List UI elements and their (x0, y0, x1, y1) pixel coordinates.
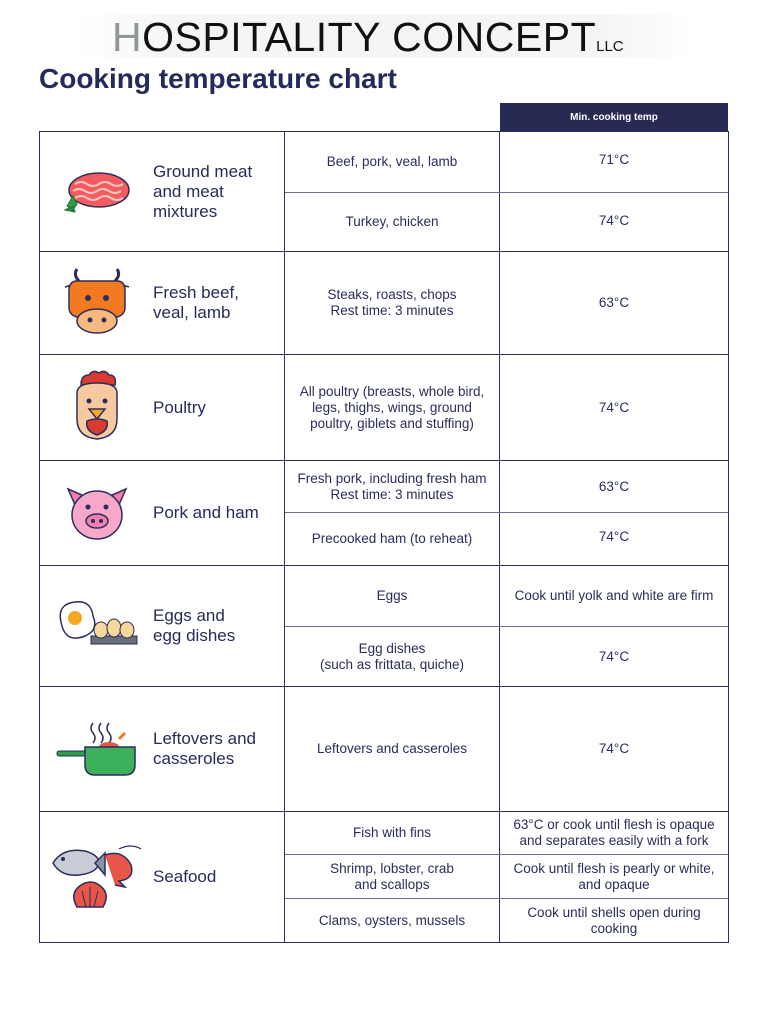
min-temp: 63°C (598, 478, 630, 494)
company-logo (80, 14, 696, 58)
min-temp: Cook until shells open during cooking (527, 904, 701, 936)
category-eggs (39, 566, 729, 687)
category-seafood (39, 812, 729, 943)
logo-suffix: LLC (596, 38, 624, 55)
category-ground-meat (39, 131, 729, 252)
food-item: Beef, pork, veal, lamb (285, 132, 500, 192)
table-row (285, 566, 728, 627)
ground-meat-icon (40, 164, 153, 220)
chicken-icon (40, 369, 153, 447)
food-item: Clams, oysters, mussels (285, 899, 500, 942)
cow-icon (40, 267, 153, 339)
category-pork-ham (39, 461, 729, 566)
egg-icon (40, 598, 153, 654)
table-row (285, 513, 728, 565)
food-item: Egg dishes (such as frittata, quiche) (285, 627, 500, 686)
pig-icon (40, 483, 153, 543)
table-row (285, 193, 728, 252)
category-name: Seafood (153, 867, 217, 886)
food-item: Eggs (285, 566, 500, 626)
category-name: Poultry (153, 397, 206, 417)
cooking-pot-icon (40, 719, 153, 779)
table-row (285, 899, 728, 942)
category-name: Leftovers and casseroles (153, 729, 257, 768)
category-name: Eggs and egg dishes (153, 606, 236, 645)
table-row (285, 687, 728, 811)
min-temp: 63°C or cook until flesh is opaque and separates easily with a fork (513, 817, 715, 848)
table-row (285, 627, 728, 686)
category-name: Fresh beef, veal, lamb (153, 283, 239, 322)
category-poultry (39, 355, 729, 461)
page-title: Cooking temperature chart (39, 63, 397, 94)
min-temp: 71°C (598, 152, 630, 167)
table-row (285, 132, 728, 193)
food-item: Fresh pork, including fresh ham Rest time: 3 minutes (285, 461, 500, 512)
food-item: Shrimp, lobster, crab and scallops (285, 855, 500, 898)
min-temp: Cook until flesh is pearly or white, and opaque (513, 860, 715, 892)
min-temp: 74°C (598, 529, 630, 544)
min-temp: 74°C (598, 648, 630, 664)
column-header-min-temp: Min. cooking temp (500, 103, 728, 131)
category-name: Pork and ham (153, 503, 259, 522)
seafood-icon (40, 841, 153, 913)
min-temp: 74°C (598, 212, 630, 228)
table-row (285, 855, 728, 899)
temperature-table (39, 131, 729, 943)
min-temp: 63°C (598, 295, 630, 310)
category-leftovers (39, 687, 729, 812)
min-temp: Cook until yolk and white are firm (514, 588, 714, 603)
logo-first-letter: H (112, 14, 143, 60)
table-row (285, 812, 728, 855)
food-item: Fish with fins (285, 812, 500, 854)
table-row (285, 461, 728, 513)
table-row (285, 355, 728, 460)
min-temp: 74°C (598, 741, 630, 756)
category-name: Ground meat and meat mixtures (153, 161, 253, 221)
logo-name-rest: OSPITALITY CONCEPT (142, 14, 597, 60)
table-row (285, 252, 728, 354)
food-item: Steaks, roasts, chops Rest time: 3 minutes (285, 252, 500, 354)
food-item: All poultry (breasts, whole bird, legs, thighs, wings, ground poultry, giblets and stuffing) (285, 355, 500, 460)
food-item: Turkey, chicken (285, 193, 500, 252)
min-temp: 74°C (598, 399, 630, 415)
food-item: Precooked ham (to reheat) (285, 513, 500, 565)
food-item: Leftovers and casseroles (285, 687, 500, 811)
category-fresh-beef (39, 252, 729, 355)
